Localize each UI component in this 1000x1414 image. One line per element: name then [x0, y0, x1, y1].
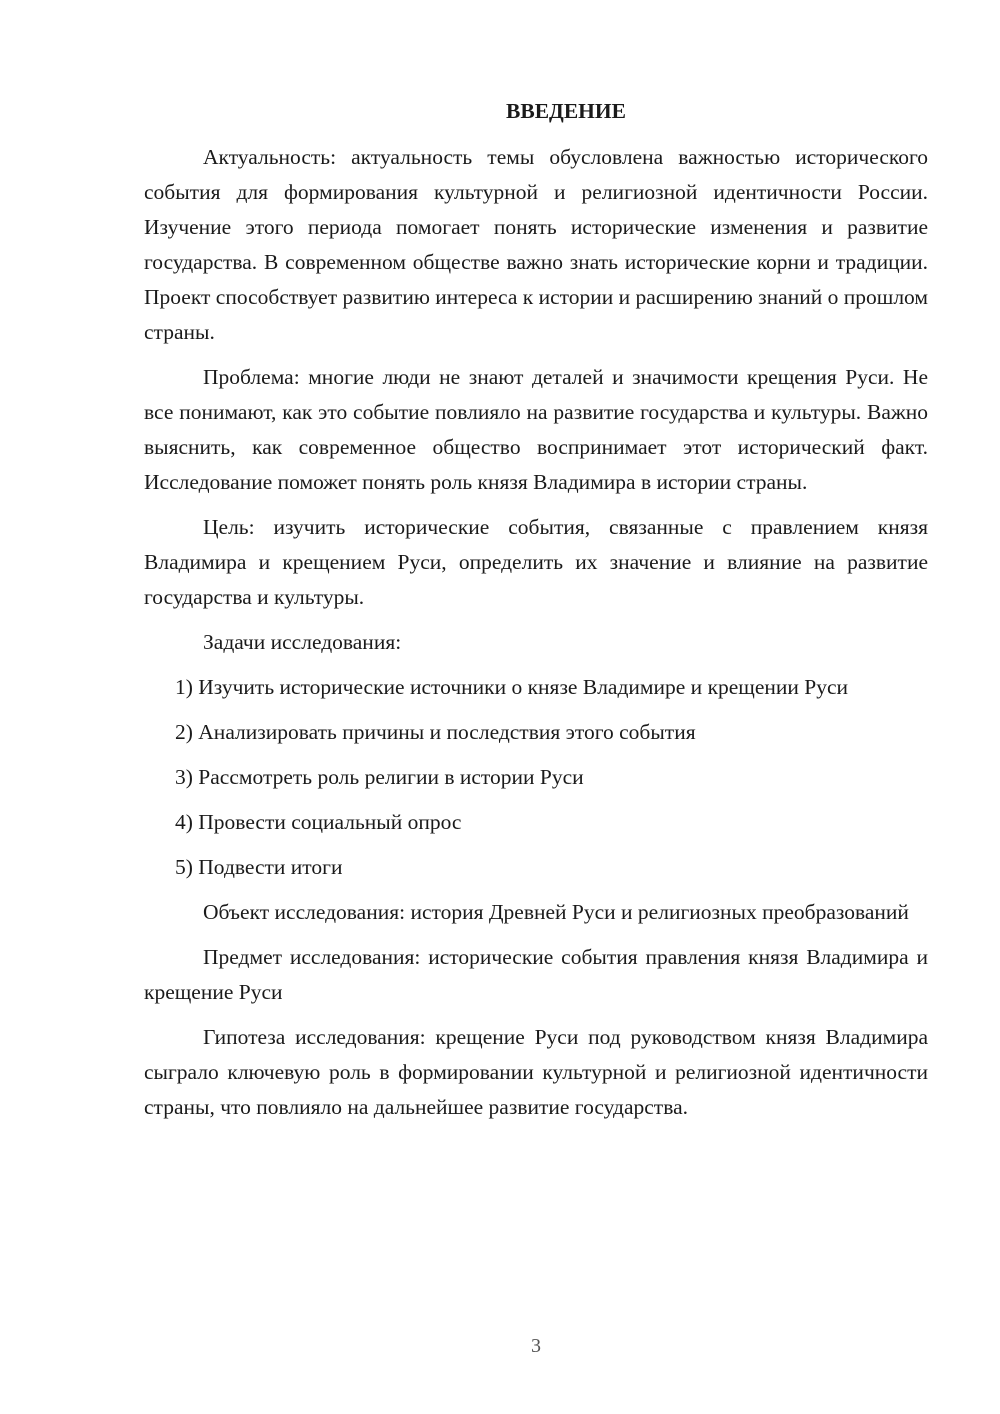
tasks-heading: Задачи исследования:: [203, 630, 402, 654]
paragraph-hypothesis: Гипотеза исследования: крещение Руси под руководством князя Владимира сыграло ключевую роль в формировании культурной и религиозной идентичности страны, что повлияло на дальнейшее развитие государства.: [144, 1025, 928, 1119]
section-title: ВВЕДЕНИЕ: [506, 99, 626, 123]
paragraph-subject: Предмет исследования: исторические события правления князя Владимира и крещение Руси: [144, 945, 928, 1004]
list-item: 4) Провести социальный опрос: [175, 810, 462, 834]
tasks-list: [144, 670, 928, 885]
document-page: [144, 96, 928, 1135]
list-item: 3) Рассмотреть роль религии в истории Руси: [175, 765, 584, 789]
paragraph-object: Объект исследования: история Древней Руси и религиозных преобразований: [203, 900, 909, 924]
list-item: 2) Анализировать причины и последствия этого события: [175, 720, 696, 744]
paragraph-relevance: Актуальность: актуальность темы обусловлена важностью исторического события для формирования культурной и религиозной идентичности России. Изучение этого периода помогает понять исторические изменения и развитие государства. В современном обществе важно знать исторические корни и традиции. Проект способствует развитию интереса к истории и расширению знаний о прошлом страны.: [144, 145, 928, 344]
list-item: 5) Подвести итоги: [175, 855, 343, 879]
paragraph-goal: Цель: изучить исторические события, связанные с правлением князя Владимира и крещением Руси, определить их значение и влияние на развитие государства и культуры.: [144, 515, 928, 609]
page-number: 3: [531, 1335, 541, 1357]
paragraph-problem: Проблема: многие люди не знают деталей и значимости крещения Руси. Не все понимают, как это событие повлияло на развитие государства и культуры. Важно выяснить, как современное общество воспринимает этот исторический факт. Исследование поможет понять роль князя Владимира в истории страны.: [144, 365, 928, 494]
list-item: 1) Изучить исторические источники о князе Владимире и крещении Руси: [175, 675, 849, 699]
